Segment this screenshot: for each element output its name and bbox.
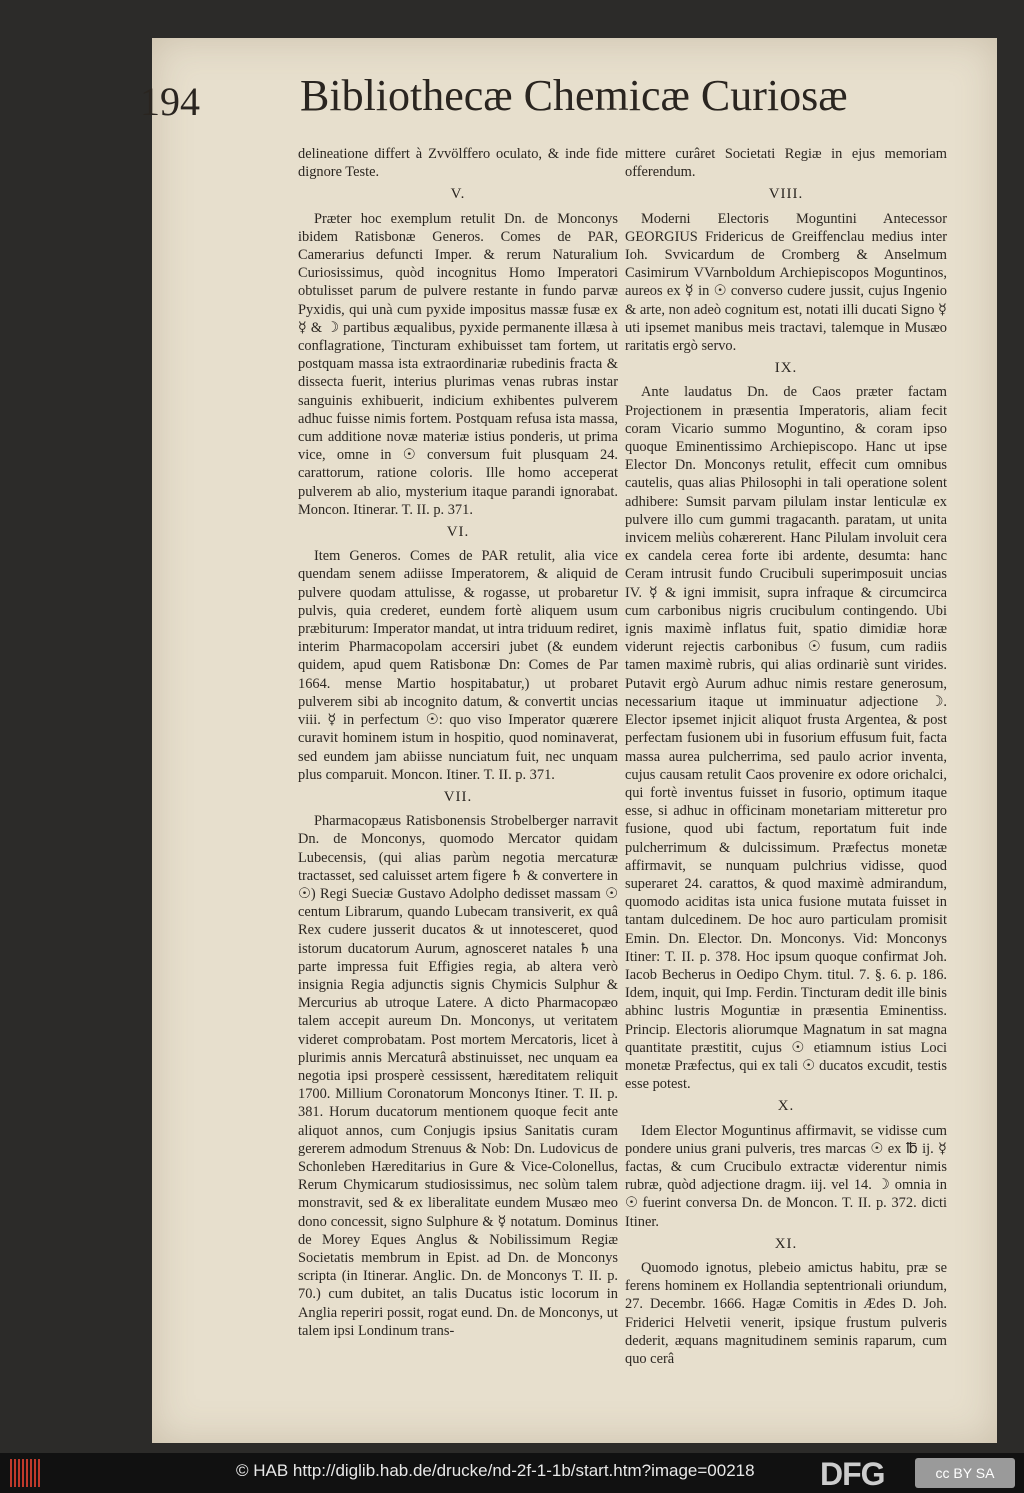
left-text-column — [298, 145, 618, 1435]
paragraph: Idem Elector Moguntinus affirmavit, se vidisse cum pondere unius grani pulveris, tres marcas ☉ ex ℔ ij. ☿ factas, & cum Crucibulo extractæ viderentur nimis rubræ, quòd adjectione dragm. iij. vel 14. ☽ omnia in ☉ fuerint conversa Dn. de Moncon. T. II. p. 372. dicti Itiner. — [625, 1122, 947, 1230]
right-text-column — [625, 145, 947, 1435]
page-header — [140, 70, 848, 140]
paragraph: Item Generos. Comes de PAR retulit, alia vice quendam senem adiisse Imperatorem, & aliquid de pulvere quodam attulisse, & rogasse, ut probaretur pulvis, quia crederet, eundem fortè aliquem usum præbiturum: Imperator mandat, ut intra triduum rediret, interim Pharmacopolam accersiri jubet (& eundem quidem, apud quem Ratisbonæ Dn: Comes de Par 1664. mense Martio hospitabatur,) ut probaret pulverem sibi ab incognito datum, & convertit uncias viii. ☿ in perfectum ☉: quo viso Imperator quærere curavit hominem istum in hospitio, quod nominaverat, sed eundem jam abiisse nunciatum fuit, nec unquam plus comparuit. Moncon. Itiner. T. II. p. 371. — [298, 548, 618, 783]
section-heading: X. — [777, 1098, 795, 1115]
paragraph: Moderni Electoris Moguntini Antecessor GEORGIUS Fridericus de Greiffenclau medius inter Ioh. Svvicardum de Cromberg & Anselmum Casimirum VVarnboldum Archiepiscopos Moguntinos, aureos ex ☿ in ☉ converso cudere jussit, cujus Ingenio & arte, non adeò cognitum est, notati illi ducati Signo ☿ uti ipsemet manibus meis tractavi, talemque in Musæo raritatis ergò servo. — [625, 210, 947, 355]
paragraph: mittere curâret Societati Regiæ in ejus memoriam offerendum. — [625, 146, 947, 181]
paragraph: Præter hoc exemplum retulit Dn. de Monconys ibidem Ratisbonæ Generos. Comes de PAR, Camerarius defuncti Imper. & rerum Naturalium Curiosissimus, quòd incognitus Homo Imperatori obtulisset parum de pulvere restante in fundo parvæ Pyxidis, qui unà cum pyxide impositus massæ fusæ ex ☿ & ☽ partibus æqualibus, pyxide permanente illæsa à conflagratione, Tincturam exhibuisset tam fortem, ut postquam massa ista extraordinariæ rubedinis fracta & dissecta fuerit, interius plurimas venas rubras instar sanguinis exhibuerit, indicium exhibentes pulverem adhuc fuisse nimis fortem. Postquam refusa ista massa, cum additione novæ materiæ istius ponderis, ut prima vice, omne in ☉ conversum fuit plusquam 24. carattorum, ratione coloris. Ille homo acceperat pulverem ab alio, mysterium itaque parandi ignorabat. Moncon. Itinerar. T. II. p. 371. — [298, 210, 618, 518]
viewer-footer-bar — [0, 1453, 1024, 1493]
section-heading: VII. — [443, 788, 473, 805]
paragraph: Quomodo ignotus, plebeio amictus habitu, præ se ferens hominem ex Hollandia septentrionali oriundum, 27. Decembr. 1666. Hagæ Comitis in Ædes D. Joh. Friderici Helvetii venerit, ipsique frustum pulveris dederit, æquans magnitudinem seminis raparum, cum quo cerâ — [625, 1259, 947, 1367]
barcode-icon — [10, 1459, 40, 1487]
footer-copyright-link[interactable]: © HAB http://diglib.hab.de/drucke/nd-2f-1-1b/start.htm?image=00218 — [236, 1461, 755, 1480]
page-number: 194 — [140, 79, 200, 124]
section-heading: XI. — [774, 1235, 798, 1252]
section-heading: VIII. — [768, 186, 804, 203]
paragraph: Ante laudatus Dn. de Caos præter factam Projectionem in præsentia Imperatoris, aliam fecit coram Vicario summo Moguntino, & coram ipso quoque Eminentissimo Archiepiscopo. Hanc ut ipse Elector Dn. Monconys retulit, effecit cum omnibus cautelis, quas alias Philosophi in tali operatione solent adhibere: Sumsit parvam pilulam instar lenticulæ ex pulvere illo cum gummi tragacanth. paratam, ut unita invicem meliùs cohærerent. Hanc Pilulam involuit cera ex candela cerea forte ibi ardente, desumta: hanc Ceram intrusit fundo Crucibuli superimposuit uncias IV. ☿ & igni immisit, supra infraque & circumcirca cum carbonibus nigris crucibulum contingendo. Ubi ignis maximè inflatus fuit, spatio dimidiæ horæ viderunt rejectis carbonibus ☉ fusum, cum radiis tamen maximè rubris, qui alias ordinariè sunt virides. Putavit ergò Aurum adhuc nimis restare generosum, necessarium itaque ut imminuatur adjectione ☽. Elector ipsemet injicit aliquot frusta Argentea, & post perfectam fusionem ubi in fusorium effusum fuit, facta massa aurea pulcherrima, sed paulo acrior inventa, cujus causam retulit Caos provenire ex odore orichalci, qui fortè inventus fuisset in fusorio, optimum itaque esse, si adhuc in officinam monetariam mitteretur pro fusione, quod ubi factum, reportatum fuit inde pulcherrimum & dulcissimum. Præfectus monetæ affirmavit, se nunquam pulchrius vidisse, quod superaret 24. carattos, & quod maximè admirandum, quomodo aciditas ista unica fusione mutata fuisset in tantam dulcedinem. De hoc auro particulam promisit Emin. Dn. Elector. Dn. Monconys. Vid: Monconys Itiner: T. II. p. 378. Hoc ipsum quoque confirmat Joh. Iacob Becherus in Oedipo Chym. titul. 7. §. 6. p. 186. Idem, inquit, qui Imp. Ferdin. Tincturam dedit ille binis abhinc lustris Moguntiæ in præsentia Eminentiss. Princip. Electoris aliorumque Magnatum in sat magna quantitate præstitit, cujus ☉ etiamnum istius Loci monetæ Præfectus, qui ex tali ☉ ducatos excudit, testis esse potest. — [625, 384, 947, 1093]
running-title: Bibliothecæ Chemicæ Curiosæ — [300, 71, 848, 120]
section-heading: V. — [450, 186, 466, 203]
cc-license-icon[interactable]: cc BY SA — [915, 1458, 1015, 1488]
dfg-logo: DFG — [820, 1456, 885, 1492]
paragraph: delineatione differt à Zvvölffero oculato, & inde fide dignore Teste. — [298, 146, 618, 181]
paragraph: Pharmacopæus Ratisbonensis Strobelberger narravit Dn. de Monconys, quomodo Mercator quidam Lubecensis, (qui alias parùm negotia mercaturæ tractasset, sed caluisset artem figere ♄ & convertere in ☉) Regi Sueciæ Gustavo Adolpho dedisset massam ☉ centum Librarum, quando Lubecam transiverit, ex quâ Rex cudere jusserit ducatos & ut innotesceret, quod istorum ducatorum Aurum, agnosceret natales ♄ una parte impressa fuit Effigies regia, ab altera verò insignia Regia adjunctis signis Chymicis Sulphur & Mercurius ab utroque Latere. A dicto Pharmacopæo talem accepit aureum Dn. Monconys, ut veritatem videret comprobatam. Post mortem Mercatoris, licet à plurimis annis Mercaturâ abstinuisset, nec unquam ea negotia ipsi prosperè cessissent, hæreditatem reliquit 1700. Millium Coronatorum Monconys Itiner. T. II. p. 381. Horum ducatorum mentionem quoque fecit ante aliquot annos, cum Conjugis ipsius Sanitatis curam gererem admodum Strenuus & Nob: Dn. Ludovicus de Schonleben Hæreditarius in Gure & Vice-Colonellus, Rerum Chymicarum studiosissimus, nec solùm talem monstravit, sed & ex liberalitate eundem Musæo meo dono concessit, signo Sulphure & ☿ notatum. Dominus de Morey Eques Anglus & Nobilissimum Regiæ Societatis membrum in Epist. ad Dn. de Monconys scripta (in Itinerar. Anglic. Dn. de Monconys T. II. p. 70.) cum dubitet, an talis Ducatus istic locorum in Anglia reperiri possit, rogat eund. Dn. de Monconys, ut talem ipsi Londinum trans- — [298, 813, 618, 1339]
section-heading: VI. — [446, 524, 470, 541]
section-heading: IX. — [774, 360, 798, 377]
